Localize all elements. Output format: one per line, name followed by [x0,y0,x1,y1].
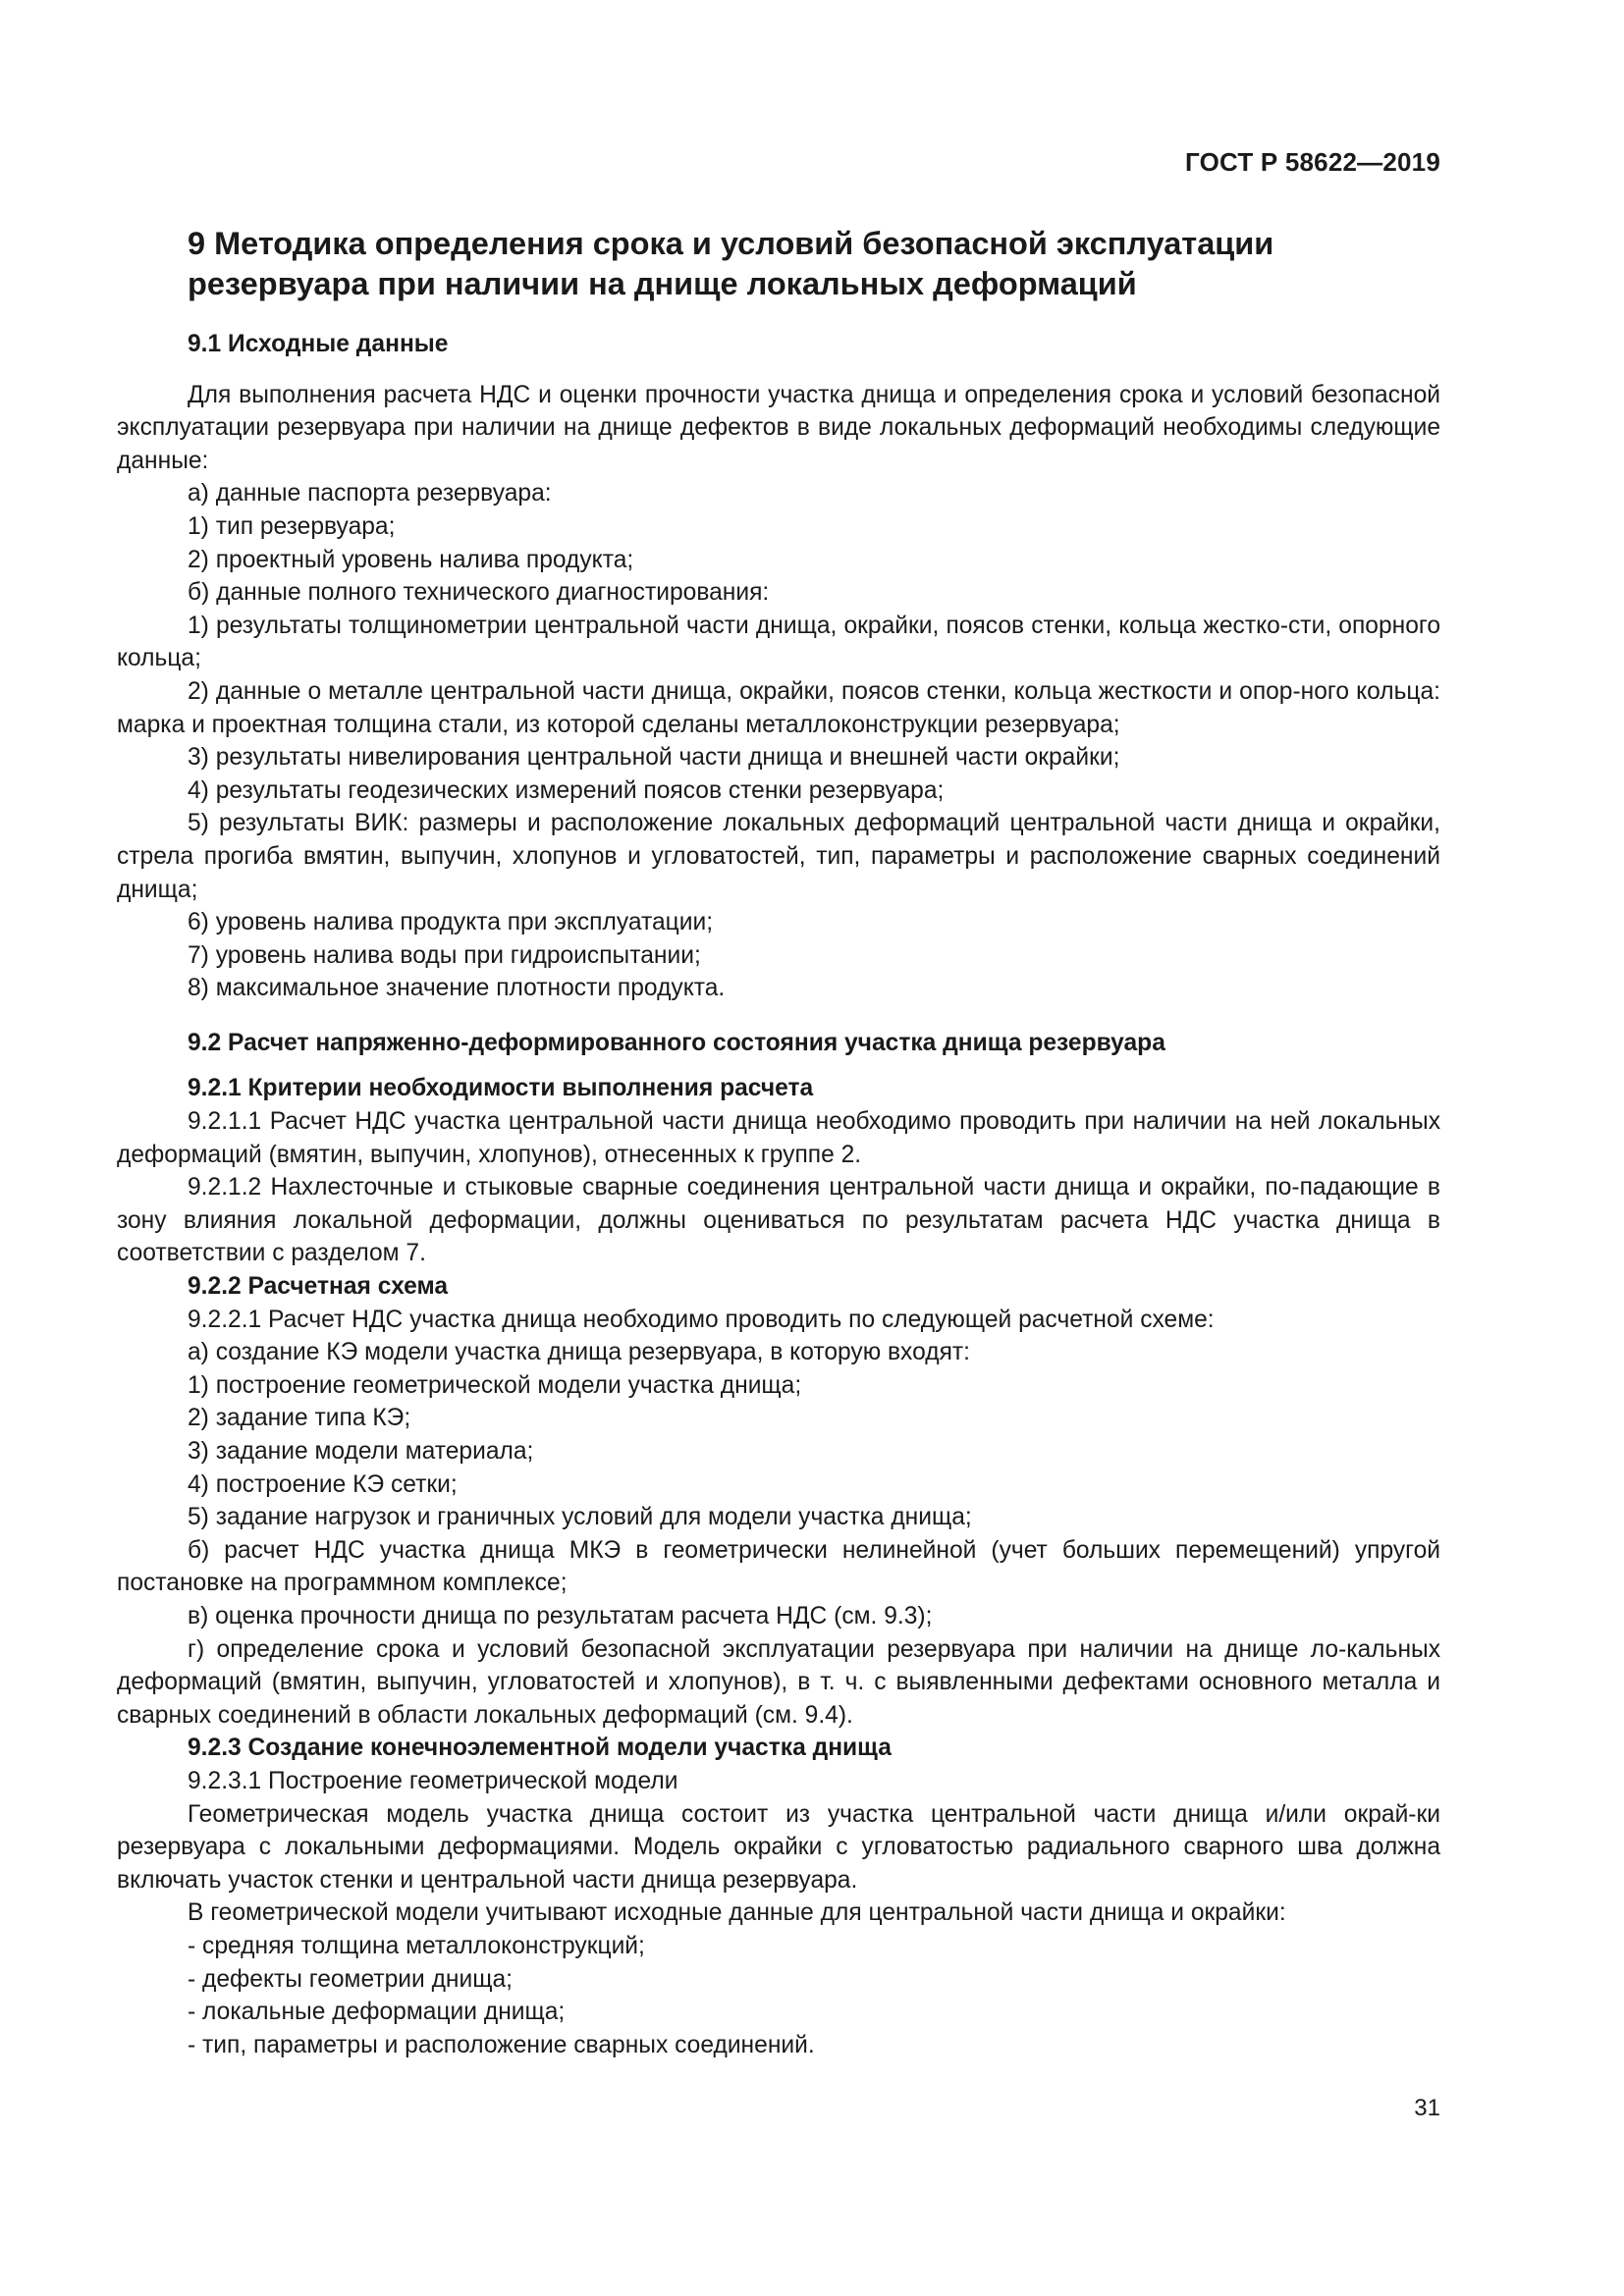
list-item: а) данные паспорта резервуара: [188,480,552,507]
list-item: 2) задание типа КЭ; [188,1405,411,1432]
list-item: - дефекты геометрии днища; [188,1965,513,1993]
list-item: 4) построение КЭ сетки; [188,1470,458,1498]
paragraph: Для выполнения расчета НДС и оценки прочности участка днища и определения срока и условий безопасной эксплуатации резервуара при наличии на днище дефектов в виде локальных деформаций необходимы следующие данные: [117,381,1440,474]
paragraph: В геометрической модели учитывают исходные данные для центральной части днища и окрайки: [188,1899,1286,1927]
document-body [117,328,1440,2061]
list-item: 1) построение геометрической модели участка днища; [188,1371,802,1399]
list-item: б) расчет НДС участка днища МКЭ в геометрически нелинейной (учет больших перемещений) упругой постановке на программном комплексе; [117,1536,1440,1597]
document-code: ГОСТ Р 58622—2019 [1185,147,1440,177]
paragraph: 9.2.2.1 Расчет НДС участка днища необходимо проводить по следующей расчетной схеме: [188,1306,1215,1333]
list-item: б) данные полного технического диагностирования: [188,579,770,607]
list-item: - локальные деформации днища; [188,1999,566,2026]
subsection-heading-9-2-1: 9.2.1 Критерии необходимости выполнения расчета [188,1075,814,1102]
list-item: - тип, параметры и расположение сварных соединений. [188,2031,815,2058]
list-item: а) создание КЭ модели участка днища резервуара, в которую входят: [188,1339,970,1366]
subsection-heading-9-1: 9.1 Исходные данные [188,331,449,357]
list-item: 1) тип резервуара; [188,512,396,540]
list-item: 3) результаты нивелирования центральной части днища и внешней части окрайки; [188,744,1120,772]
paragraph: 9.2.1.1 Расчет НДС участка центральной части днища необходимо проводить при наличии на ней локальных деформаций (вмятин, выпучин, хлопунов), отнесенных к группе 2. [117,1108,1440,1168]
list-item: 5) результаты ВИК: размеры и расположение локальных деформаций центральной части днища и окрайки, стрела прогиба вмятин, выпучин, хлопунов и угловатостей, тип, параметры и расположение сварных соединений днища; [117,810,1440,903]
list-item: 5) задание нагрузок и граничных условий для модели участка днища; [188,1504,972,1531]
paragraph: Геометрическая модель участка днища состоит из участка центральной части днища и/или окрай-ки резервуара с локальными деформациями. Модель окрайки с угловатостью радиального сварного шва должна включать участок стенки и центральной части днища резервуара. [117,1800,1440,1894]
section-title: 9 Методика определения срока и условий безопасной эксплуатации резервуара при наличии на днище локальных деформаций [188,226,1274,301]
list-item: 4) результаты геодезических измерений поясов стенки резервуара; [188,776,945,804]
list-item: г) определение срока и условий безопасной эксплуатации резервуара при наличии на днище ло-кальных деформаций (вмятин, выпучин, угловатостей и хлопунов), в т. ч. с выявленными дефектами основного металла и сварных соединений в области локальных деформаций (см. 9.4). [117,1635,1440,1729]
list-item: 2) проектный уровень налива продукта; [188,546,634,573]
subsection-heading-9-2: 9.2 Расчет напряженно-деформированного состояния участка днища резервуара [188,1029,1165,1056]
paragraph: 9.2.1.2 Нахлесточные и стыковые сварные соединения центральной части днища и окрайки, по-падающие в зону влияния локальной деформации, должны оцениваться по результатам расчета НДС участка днища в соответствии с разделом 7. [117,1174,1440,1267]
list-item: 8) максимальное значение плотности продукта. [188,975,726,1002]
list-item: 6) уровень налива продукта при эксплуатации; [188,909,714,936]
subsection-heading-9-2-2: 9.2.2 Расчетная схема [188,1273,449,1301]
list-item: 2) данные о металле центральной части днища, окрайки, поясов стенки, кольца жесткости и опор-ного кольца: марка и проектная толщина стали, из которой сделаны металлоконструкции резервуара; [117,677,1440,738]
list-item: - средняя толщина металлоконструкций; [188,1932,645,1959]
list-item: 3) задание модели материала; [188,1438,534,1465]
subsection-heading-9-2-3: 9.2.3 Создание конечноэлементной модели участка днища [188,1735,892,1762]
list-item: в) оценка прочности днища по результатам расчета НДС (см. 9.3); [188,1602,933,1629]
page-number: 31 [1414,2095,1440,2121]
list-item: 7) уровень налива воды при гидроиспытании; [188,941,701,969]
paragraph: 9.2.3.1 Построение геометрической модели [188,1767,678,1794]
list-item: 1) результаты толщинометрии центральной части днища, окрайки, поясов стенки, кольца жестко-сти, опорного кольца; [117,612,1440,672]
